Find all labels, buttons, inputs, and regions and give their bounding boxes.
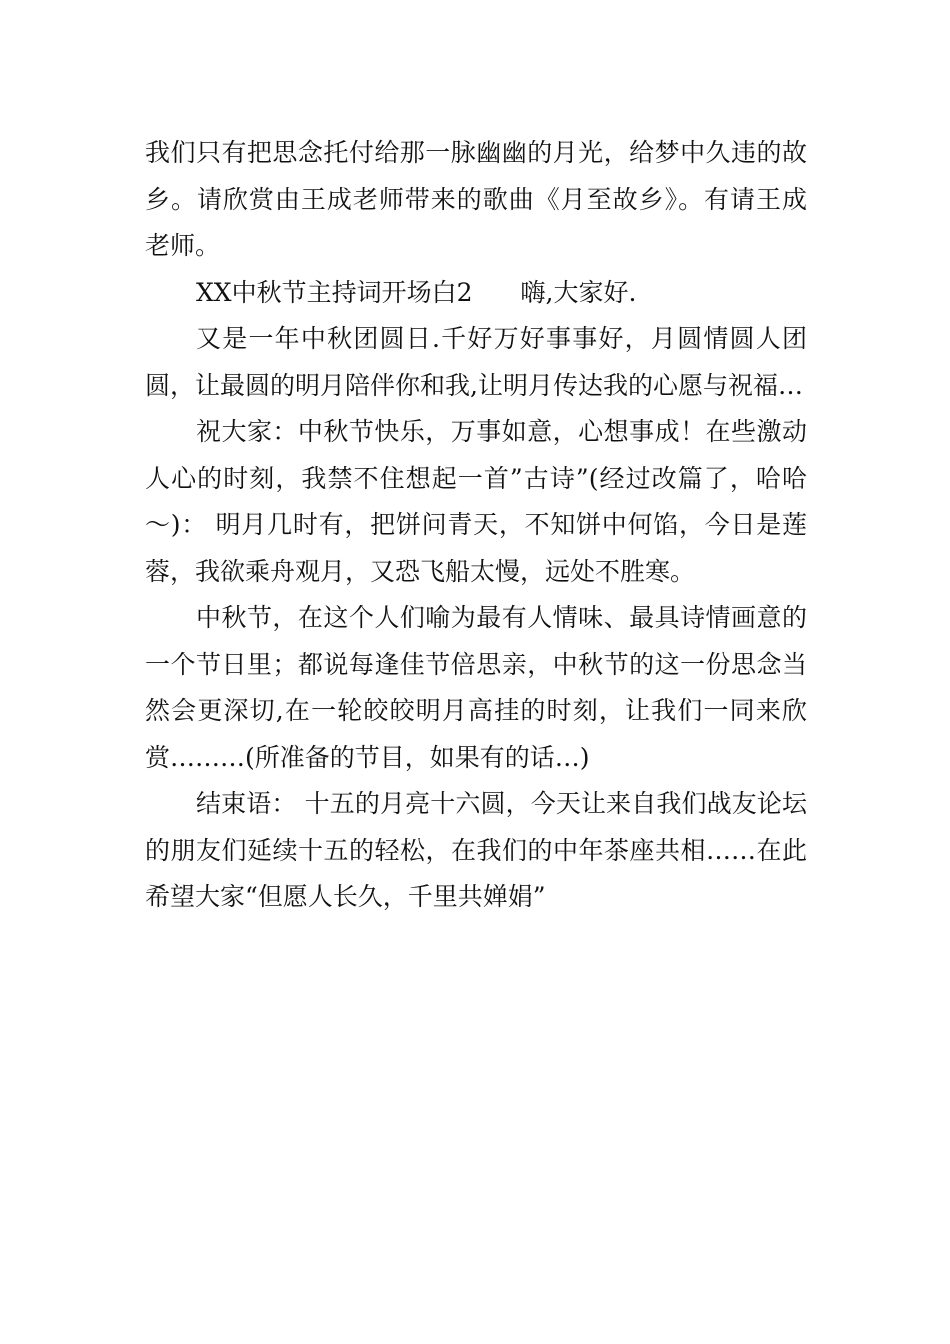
paragraph-5: 中秋节，在这个人们喻为最有人情味、最具诗情画意的一个节日里；都说每逢佳节倍思亲，中秋节的这一份思念当然会更深切,在一轮皎皎明月高挂的时刻，让我们一同来欣赏………(所准备的节目，如果有的话…)	[145, 603, 807, 772]
paragraph-1: 我们只有把思念托付给那一脉幽幽的月光，给梦中久违的故乡。请欣赏由王成老师带来的歌曲《月至故乡》。有请王成老师。	[145, 138, 807, 260]
paragraph-2	[145, 270, 807, 317]
document-body	[145, 130, 807, 921]
paragraph-6: 结束语： 十五的月亮十六圆，今天让来自我们战友论坛的朋友们延续十五的轻松，在我们的中年茶座共相……在此希望大家“但愿人长久，千里共婵娟”	[145, 789, 807, 911]
paragraph-3: 又是一年中秋团圆日.千好万好事事好，月圆情圆人团圆，让最圆的明月陪伴你和我,让明月传达我的心愿与祝福…	[145, 324, 807, 400]
section-heading: XX中秋节主持词开场白2	[196, 277, 473, 307]
greeting-text: 嗨,大家好.	[520, 277, 637, 307]
paragraph-4: 祝大家：中秋节快乐，万事如意，心想事成！在些激动人心的时刻，我禁不住想起一首”古诗”(经过改篇了，哈哈～)： 明月几时有，把饼问青天，不知饼中何馅，今日是莲蓉，我欲乘舟观月，又恐飞船太慢，远处不胜寒。	[145, 417, 807, 586]
